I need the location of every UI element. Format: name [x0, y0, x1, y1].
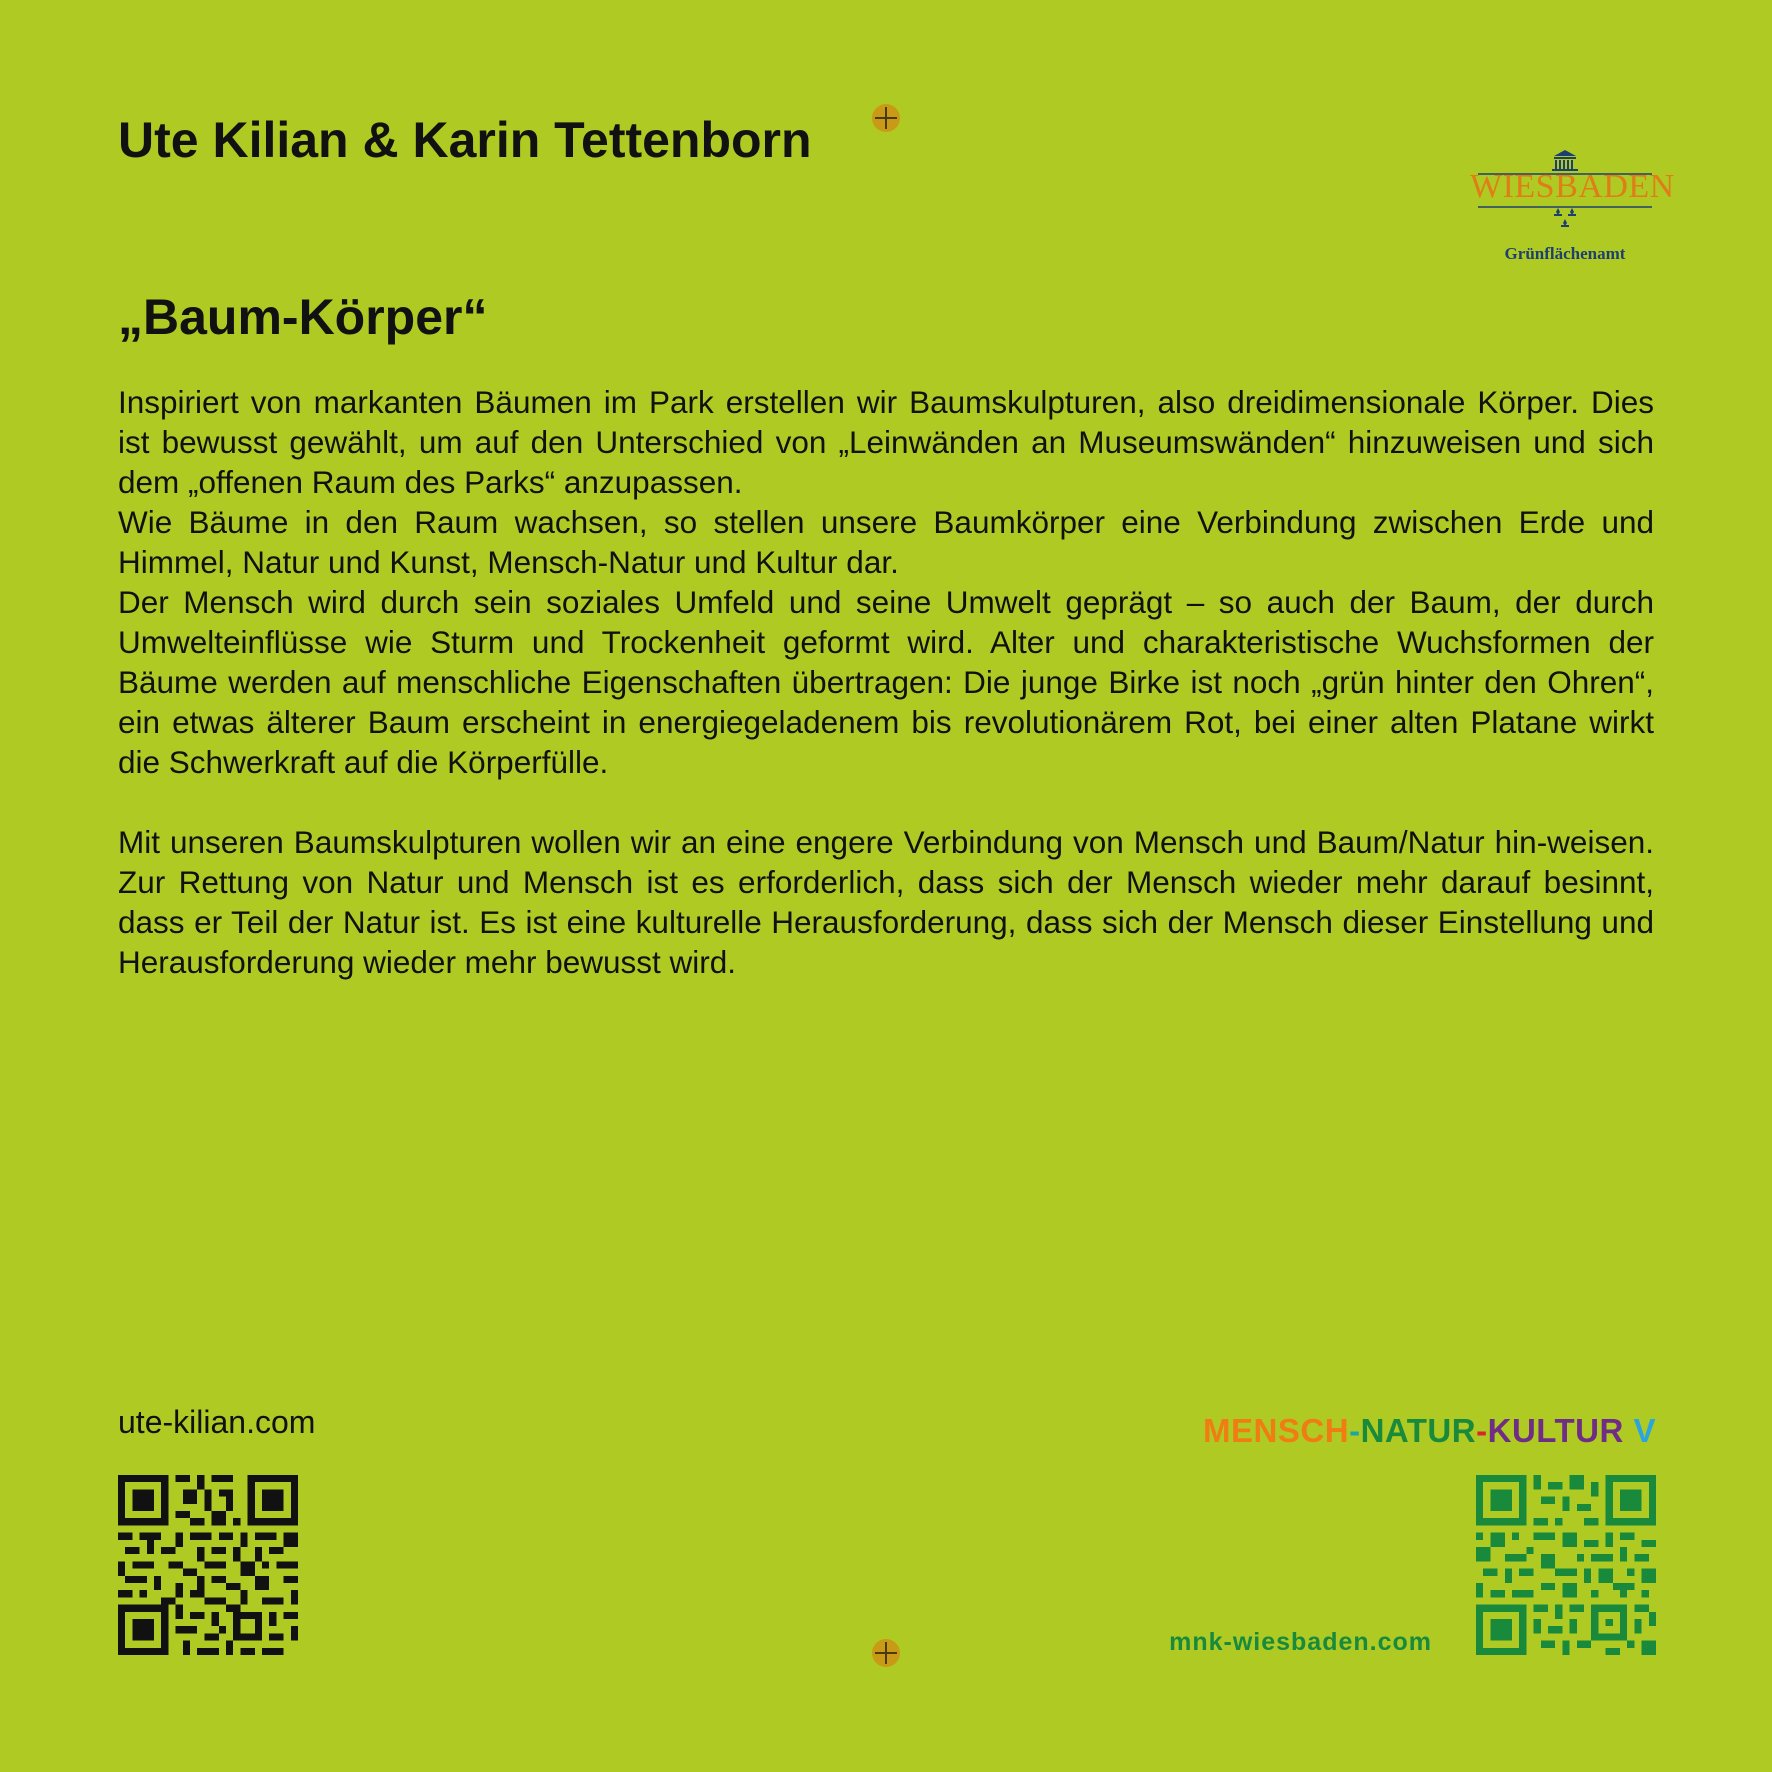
mounting-hole-top [872, 104, 900, 132]
artwork-title: „Baum-Körper“ [118, 289, 488, 345]
brand-mensch: MENSCH [1203, 1412, 1350, 1449]
brand-dash-2: - [1476, 1412, 1488, 1449]
logo-wordmark: WIESBADEN [1470, 168, 1675, 205]
wiesbaden-logo [1470, 148, 1675, 268]
mounting-hole-bottom [872, 1639, 900, 1667]
mensch-natur-kultur-brand [1130, 1412, 1656, 1450]
brand-edition: V [1623, 1412, 1656, 1449]
paragraph-1: Inspiriert von markanten Bäumen im Park erstellen wir Baumskulpturen, also dreidimensionale Körper. Dies ist bewusst gewählt, um auf den Unterschied von „Leinwänden an Museumswänden“ hinzuweisen und sich dem „offenen Raum des Parks“ anzupassen. [118, 384, 1654, 500]
brand-natur: NATUR [1360, 1412, 1477, 1449]
logo-department: Grünflächenamt [1504, 244, 1626, 263]
brand-kultur: KULTUR [1487, 1412, 1624, 1449]
artist-qr-code-icon[interactable] [118, 1475, 298, 1655]
project-qr-code-icon[interactable] [1476, 1475, 1656, 1655]
artist-names: Ute Kilian & Karin Tettenborn [118, 112, 812, 168]
brand-dash-1: - [1349, 1412, 1361, 1449]
paragraph-3: Der Mensch wird durch sein soziales Umfeld und seine Umwelt geprägt – so auch der Baum, der durch Umwelteinflüsse wie Sturm und Trockenheit geformt wird. Alter und charakteristische Wuchsformen der Bäume werden auf menschliche Eigenschaften übertragen: Die junge Birke ist noch „grün hinter den Ohren“, ein etwas älterer Baum erscheint in energiegeladenem bis revolutionärem Rot, bei einer alten Platane wirkt die Schwerkraft auf die Körperfülle. [118, 584, 1654, 780]
project-website-link[interactable]: mnk-wiesbaden.com [1169, 1628, 1432, 1656]
paragraph-4: Mit unseren Baumskulpturen wollen wir an eine engere Verbindung von Mensch und Baum/Natur hin-weisen. Zur Rettung von Natur und Mensch ist es erforderlich, dass sich der Mensch wieder mehr darauf besinnt, dass er Teil der Natur ist. Es ist eine kulturelle Herausforderung, dass sich der Mensch dieser Einstellung und Herausforderung wieder mehr bewusst wird. [118, 824, 1654, 980]
artist-website-link[interactable]: ute-kilian.com [118, 1404, 316, 1440]
description [118, 382, 1654, 982]
paragraph-2: Wie Bäume in den Raum wachsen, so stellen unsere Baumkörper eine Verbindung zwischen Erde und Himmel, Natur und Kunst, Mensch-Natur und Kultur dar. [118, 504, 1654, 580]
